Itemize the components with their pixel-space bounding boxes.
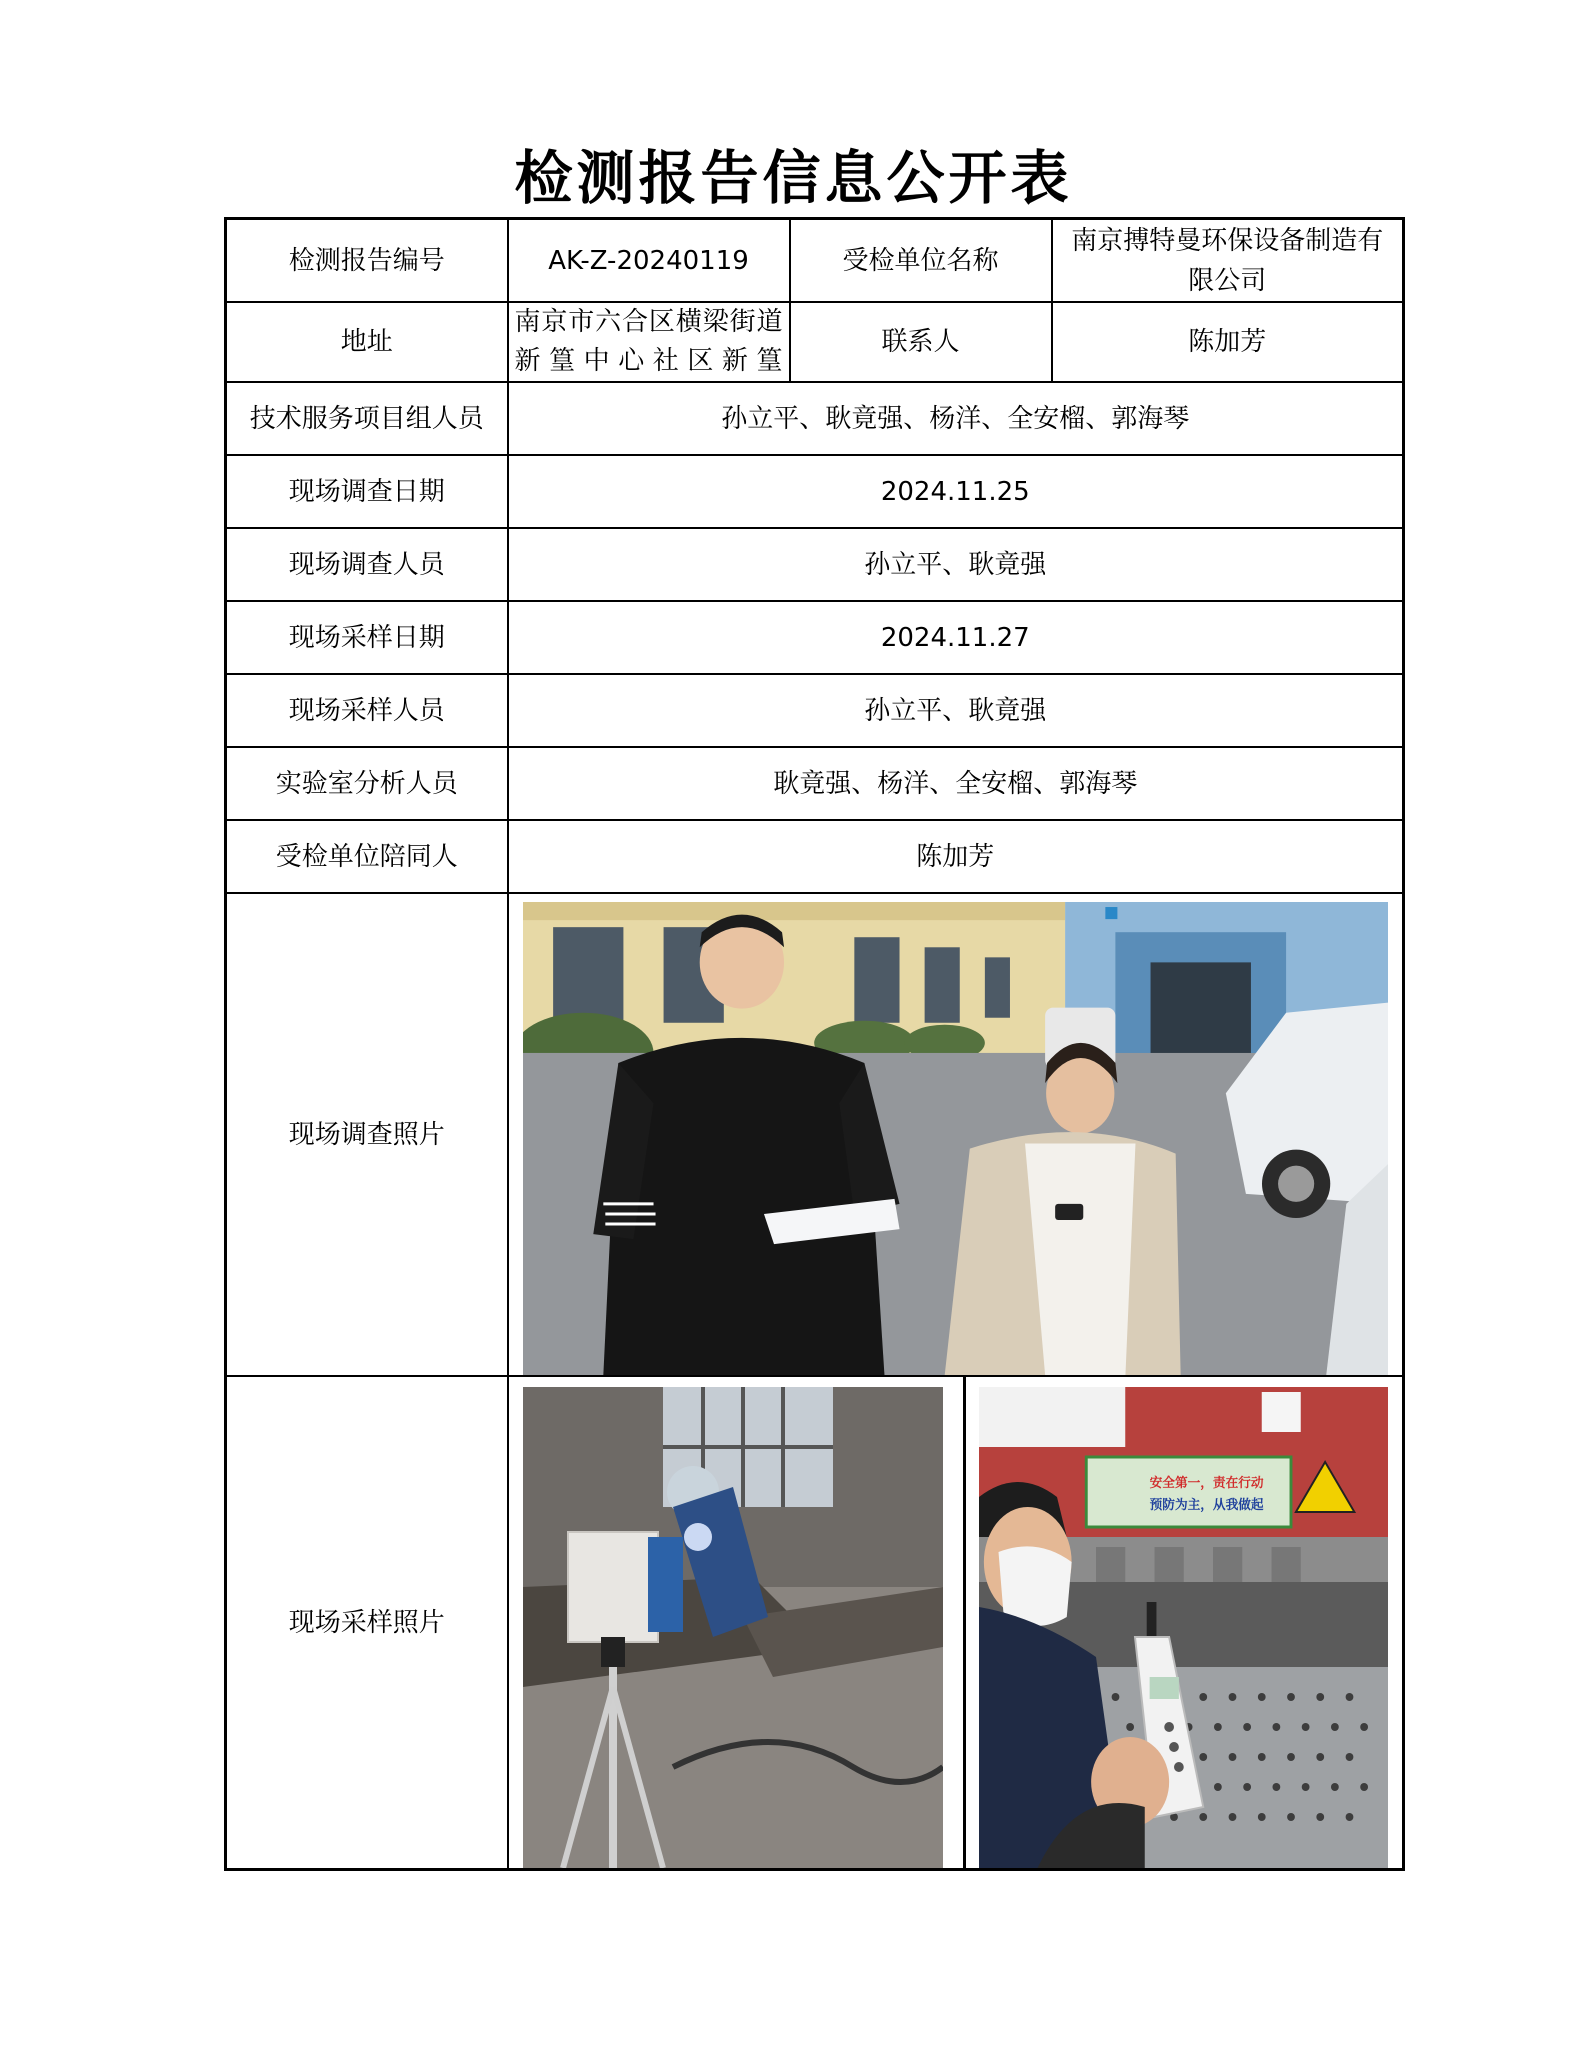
survey-staff-label: 现场调查人员 xyxy=(226,528,508,601)
contact-value: 陈加芳 xyxy=(1052,302,1404,382)
survey-photo-image xyxy=(523,902,1389,1375)
table-row xyxy=(226,601,1404,674)
lab-staff-value: 耿竟强、杨洋、全安榴、郭海琴 xyxy=(508,747,1404,820)
sampling-photo-label: 现场采样照片 xyxy=(226,1376,508,1870)
table-row xyxy=(226,528,1404,601)
address-label: 地址 xyxy=(226,302,508,382)
escort-label: 受检单位陪同人 xyxy=(226,820,508,893)
report-number-label: 检测报告编号 xyxy=(226,219,508,303)
unit-name-value: 南京搏特曼环保设备制造有限公司 xyxy=(1052,219,1404,303)
survey-staff-value: 孙立平、耿竟强 xyxy=(508,528,1404,601)
photo-divider xyxy=(963,1377,966,1868)
sampling-staff-value: 孙立平、耿竟强 xyxy=(508,674,1404,747)
lab-staff-label: 实验室分析人员 xyxy=(226,747,508,820)
table-row xyxy=(226,1376,1404,1870)
survey-photo-label: 现场调查照片 xyxy=(226,893,508,1376)
team-value: 孙立平、耿竟强、杨洋、全安榴、郭海琴 xyxy=(508,382,1404,455)
sampling-photo-cell xyxy=(508,1376,1404,1870)
sampling-staff-label: 现场采样人员 xyxy=(226,674,508,747)
sampling-date-value: 2024.11.27 xyxy=(508,601,1404,674)
safety-sign-line2: 预防为主，从我做起 xyxy=(1149,1497,1264,1514)
table-row xyxy=(226,219,1404,303)
sampling-photo-welding xyxy=(523,1387,943,1868)
sampling-photo-noise xyxy=(979,1387,1389,1868)
sampling-photos xyxy=(523,1387,1389,1868)
report-number-value: AK-Z-20240119 xyxy=(508,219,790,303)
table-row xyxy=(226,747,1404,820)
survey-date-value: 2024.11.25 xyxy=(508,455,1404,528)
address-value: 南京市六合区横梁街道新篁中心社区新篁 xyxy=(514,307,783,376)
table-row xyxy=(226,820,1404,893)
noise-photo-image xyxy=(979,1387,1389,1868)
sampling-date-label: 现场采样日期 xyxy=(226,601,508,674)
contact-label: 联系人 xyxy=(790,302,1052,382)
safety-sign-line1: 安全第一，责在行动 xyxy=(1149,1475,1264,1492)
survey-photo-cell xyxy=(508,893,1404,1376)
table-row xyxy=(226,674,1404,747)
table-row xyxy=(226,382,1404,455)
report-table xyxy=(224,217,1405,1871)
unit-name-label: 受检单位名称 xyxy=(790,219,1052,303)
survey-date-label: 现场调查日期 xyxy=(226,455,508,528)
table-row xyxy=(226,455,1404,528)
page-title: 检测报告信息公开表 xyxy=(514,144,1073,212)
welding-photo-image xyxy=(523,1387,943,1868)
address-cell xyxy=(508,302,790,382)
table-row xyxy=(226,302,1404,382)
team-label: 技术服务项目组人员 xyxy=(226,382,508,455)
table-row xyxy=(226,893,1404,1376)
escort-value: 陈加芳 xyxy=(508,820,1404,893)
survey-photo xyxy=(523,902,1389,1375)
